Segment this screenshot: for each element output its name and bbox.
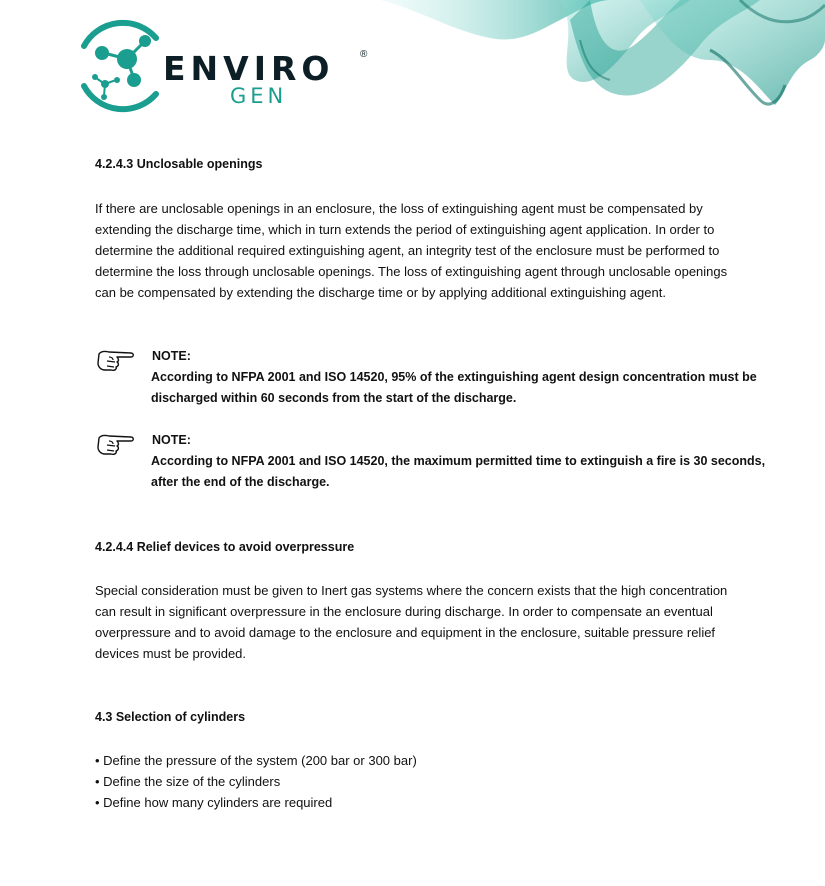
paragraph-line: can be compensated by extending the discharge time or by applying additional extinguishing agent. (95, 285, 666, 300)
company-logo (70, 16, 390, 116)
smoke-decoration (380, 0, 825, 140)
paragraph-line: determine the additional required extinguishing agent, an integrity test of the enclosure must be performed to (95, 243, 720, 258)
note-label: NOTE: (152, 349, 191, 363)
paragraph-line: Special consideration must be given to Inert gas systems where the concern exists that the high concentration (95, 583, 728, 598)
paragraph-line: determine the loss through unclosable openings. The loss of extinguishing agent through unclosable openings (95, 264, 728, 279)
note-line: According to NFPA 2001 and ISO 14520, the maximum permitted time to extinguish a fire is 30 seconds, (151, 454, 766, 468)
cylinder-selection-list (95, 750, 417, 813)
section-heading-selection-of-cylinders: 4.3 Selection of cylinders (95, 710, 246, 724)
list-item: • Define how many cylinders are required (95, 795, 333, 810)
molecule-ring-icon (70, 16, 165, 116)
registered-mark: ® (360, 49, 368, 60)
paragraph-line: can result in significant overpressure in the enclosure during discharge. In order to compensate an eventual (95, 604, 713, 619)
note-text (151, 451, 765, 493)
paragraph-line: overpressure and to avoid damage to the enclosure and equipment in the enclosure, suitable pressure relief (95, 625, 716, 640)
pointing-hand-icon (95, 432, 135, 456)
section-heading-relief-devices: 4.2.4.4 Relief devices to avoid overpressure (95, 540, 355, 554)
note-text (151, 367, 757, 409)
logo-wordmark-gen: GEN (230, 84, 288, 108)
note-line: According to NFPA 2001 and ISO 14520, 95% of the extinguishing agent design concentration must be (151, 370, 757, 384)
note-label: NOTE: (152, 433, 191, 447)
paragraph-line: extending the discharge time, which in turn extends the period of extinguishing agent application. In order to (95, 222, 715, 237)
note-line: discharged within 60 seconds from the start of the discharge. (151, 391, 517, 405)
logo-wordmark-enviro: ENVIRO (163, 49, 335, 88)
paragraph-line: devices must be provided. (95, 646, 247, 661)
paragraph-relief-devices (95, 580, 745, 664)
paragraph-line: If there are unclosable openings in an enclosure, the loss of extinguishing agent must be compensated by (95, 201, 703, 216)
list-item: • Define the size of the cylinders (95, 774, 281, 789)
list-item: • Define the pressure of the system (200 bar or 300 bar) (95, 753, 417, 768)
note-line: after the end of the discharge. (151, 475, 330, 489)
section-heading-unclosable-openings: 4.2.4.3 Unclosable openings (95, 157, 263, 171)
pointing-hand-icon (95, 348, 135, 372)
paragraph-unclosable-openings (95, 198, 745, 303)
